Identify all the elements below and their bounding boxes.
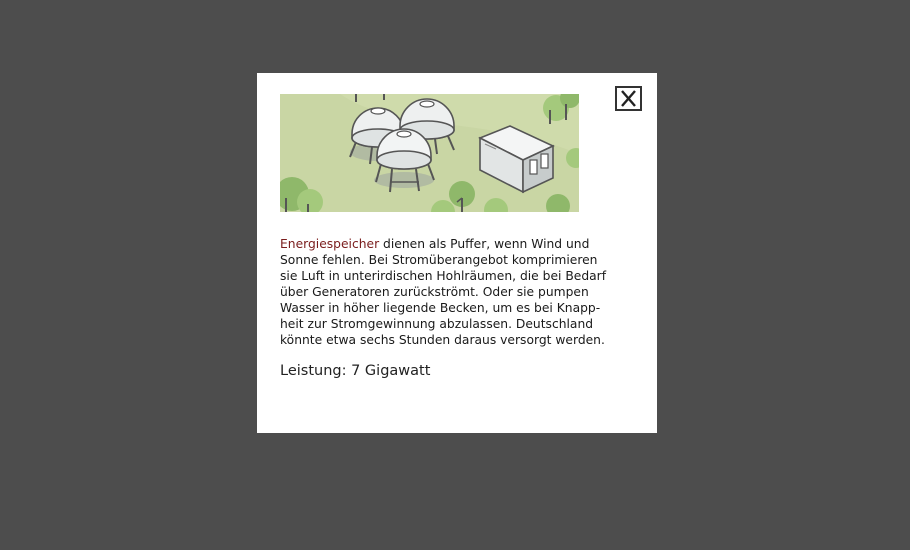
info-dialog xyxy=(257,73,657,433)
description-line-3: sie Luft in unterirdischen Hohlräumen, die bei Bedarf xyxy=(280,269,607,283)
close-button[interactable] xyxy=(615,86,642,111)
energy-storage-illustration xyxy=(280,94,579,212)
description-line-2: Sonne fehlen. Bei Stromüberangebot komprimieren xyxy=(280,253,598,267)
capacity-label: Leistung: 7 Gigawatt xyxy=(280,363,431,379)
highlight-term[interactable]: Energiespeicher xyxy=(280,237,380,251)
description-text xyxy=(280,236,625,348)
description-line-1-rest: dienen als Puffer, wenn Wind und xyxy=(379,237,590,251)
description-line-1 xyxy=(280,236,625,252)
close-icon xyxy=(617,88,640,109)
description-line-4: über Generatoren zurückströmt. Oder sie pumpen xyxy=(280,285,589,299)
description-line-6: heit zur Stromgewinnung abzulassen. Deutschland xyxy=(280,317,594,331)
description-line-7: könnte etwa sechs Stunden daraus versorgt werden. xyxy=(280,333,605,347)
description-line-5: Wasser in höher liegende Becken, um es bei Knapp- xyxy=(280,301,601,315)
